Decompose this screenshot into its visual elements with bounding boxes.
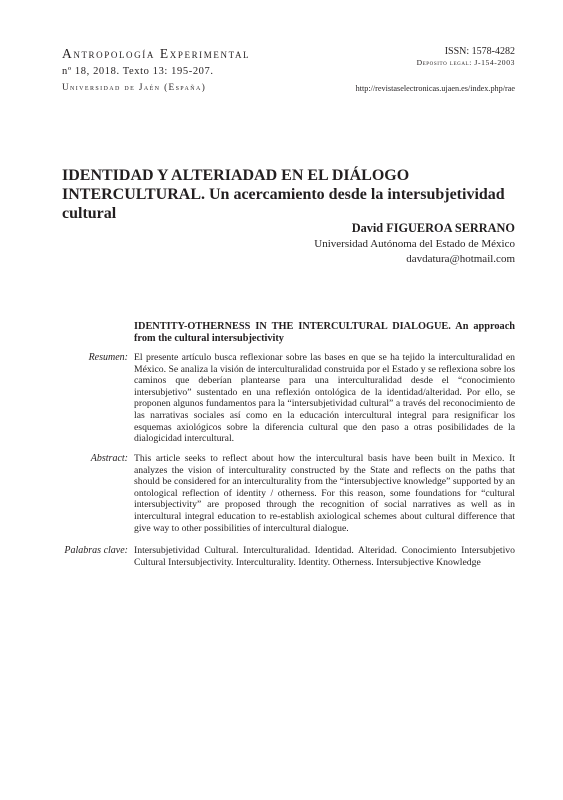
resumen-label: Resumen: <box>88 352 128 363</box>
journal-title: Antropología Experimental <box>62 46 251 61</box>
article-title: IDENTIDAD Y ALTERIADAD EN EL DIÁLOGO INTERCULTURAL. Un acercamiento desde la intersubjetividad cultural <box>62 167 505 222</box>
issn: ISSN: 1578-4282 <box>444 46 515 57</box>
journal-url[interactable]: http://revistaselectronicas.ujaen.es/index.php/rae <box>355 84 515 93</box>
resumen-text: El presente artículo busca reflexionar sobre las bases en que se ha tejido la interculturalidad en México. Se analiza la visión de interculturalidad construida por el Estado y se reflexiona sobre los caminos que deberían plantearse para una interculturalidad desde el “conocimiento intersubjetivo” sustentado en una reflexión ontológica de la identidad/alteridad. Por ello, se proponen algunos fundamentos para la “intersubjetividad cultural” a través del reconocimiento de las narrativas sociales así como en la educación intercultural integral para resignificar los esquemas axiológicos sobre la diferencia cultural que den paso a otras posibilidades de la dialogicidad intercultural. <box>134 352 515 445</box>
author-affiliation: Universidad Autónoma del Estado de México <box>314 238 515 250</box>
deposito-legal: Deposito legal: J-154-2003 <box>416 58 515 67</box>
issue-info: nº 18, 2018. Texto 13: 195-207. <box>62 66 214 77</box>
author-name: David FIGUEROA SERRANO <box>351 221 515 235</box>
publisher-university: Universidad de Jaén (España) <box>62 82 207 92</box>
english-title: IDENTITY-OTHERNESS IN THE INTERCULTURAL DIALOGUE. An approach from the cultural intersubjectivity <box>134 321 515 344</box>
author-email[interactable]: davdatura@hotmail.com <box>406 253 515 265</box>
abstract-text: This article seeks to reflect about how the intercultural basis have been built in Mexico. It analyzes the vision of interculturality constructed by the State and reflects on the paths that should be considered for an interculturality from the “intersubjective knowledge” supported by an ontological reflection of identity / otherness. For this reason, some foundations for “cultural intersubjectivity” are proposed through the recognition of social narratives as well as in intercultural integral education to re-establish axiological schemes about cultural difference that give way to other possibilities of intercultural dialogue. <box>134 453 515 534</box>
abstract-label: Abstract: <box>90 453 128 464</box>
keywords-text: Intersubjetividad Cultural. Interculturalidad. Identidad. Alteridad. Conocimiento Intersubjetivo Cultural Intersubjectivity. Interculturality. Identity. Otherness. Intersubjective Knowledge <box>134 545 515 568</box>
keywords-label: Palabras clave: <box>64 545 128 556</box>
